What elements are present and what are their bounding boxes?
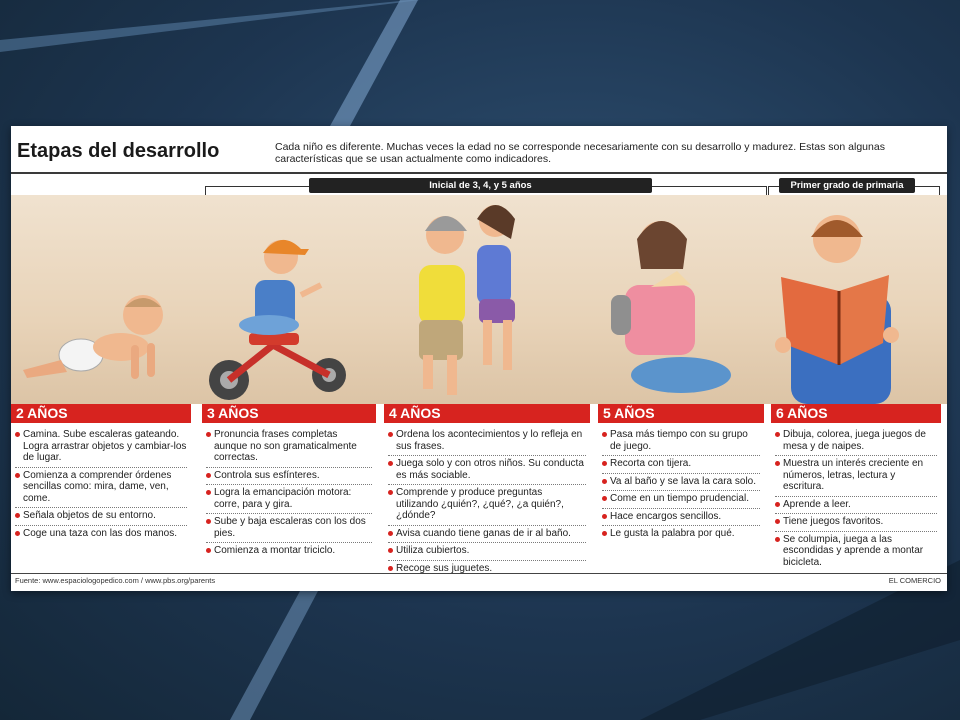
- characteristics-list: [771, 423, 941, 571]
- list-item: [602, 526, 760, 543]
- list-item: [388, 561, 586, 578]
- age-label: 5 AÑOS: [598, 404, 764, 423]
- bullet-icon: [15, 531, 20, 536]
- bullet-icon: [775, 502, 780, 507]
- item-text: Juega solo y con otros niños. Su conducta es más sociable.: [396, 458, 584, 481]
- bullet-icon: [602, 461, 607, 466]
- item-text: Coge una taza con las dos manos.: [23, 527, 177, 539]
- bullet-icon: [206, 519, 211, 524]
- page-title: Etapas del desarrollo: [17, 140, 220, 162]
- characteristics-list: [598, 423, 764, 543]
- stage-column-4: [384, 404, 590, 577]
- list-item: [775, 456, 937, 497]
- list-item: [775, 427, 937, 456]
- bullet-icon: [602, 496, 607, 501]
- item-text: Recoge sus juguetes.: [396, 562, 493, 574]
- list-item: [602, 427, 760, 456]
- bullet-icon: [388, 548, 393, 553]
- crawling-baby-image: [23, 295, 163, 379]
- characteristics-list: [202, 423, 376, 560]
- list-item: [388, 526, 586, 544]
- list-item: [388, 485, 586, 526]
- item-text: Se columpia, juega a las escondidas y aprende a montar bicicleta.: [783, 533, 924, 568]
- list-item: [15, 468, 187, 509]
- infographic-slide: [11, 126, 947, 591]
- list-item: [206, 543, 372, 560]
- running-children-image: [419, 205, 515, 395]
- intro-text: Cada niño es diferente. Muchas veces la edad no se corresponde necesariamente con su desarrollo y madurez. Estas son algunas características que se usan actualmente como indicadores.: [275, 141, 885, 165]
- list-item: [775, 514, 937, 532]
- bullet-icon: [15, 513, 20, 518]
- list-item: [15, 427, 187, 468]
- bullet-icon: [388, 461, 393, 466]
- characteristics-list: [11, 423, 191, 542]
- item-text: Comienza a montar triciclo.: [214, 545, 336, 556]
- item-text: Señala objetos de su entorno.: [23, 510, 156, 521]
- item-text: Aprende a leer.: [783, 498, 851, 510]
- item-text: Va al baño y se lava la cara solo.: [610, 475, 757, 487]
- publisher-credit: EL COMERCIO: [888, 576, 941, 585]
- stage-column-6: [771, 404, 941, 571]
- stage-column-3: [202, 404, 376, 560]
- list-item: [206, 468, 372, 486]
- item-text: Comienza a comprender órdenes sencillas como: mira, dame, ven, come.: [23, 469, 172, 504]
- item-text: Dibuja, colorea, juega juegos de mesa y de naipes.: [783, 429, 926, 452]
- list-item: [602, 456, 760, 474]
- list-item: [15, 508, 187, 526]
- item-text: Le gusta la palabra por qué.: [610, 528, 735, 539]
- tricycle-child-image: [209, 240, 346, 400]
- bullet-icon: [388, 432, 393, 437]
- item-text: Camina. Sube escaleras gateando. Logra arrastrar objetos y cambiar-los de lugar.: [23, 429, 187, 463]
- bullet-icon: [206, 432, 211, 437]
- bullet-icon: [775, 432, 780, 437]
- bullet-icon: [388, 490, 393, 495]
- item-text: Logra la emancipación motora: corre, para y gira.: [214, 487, 352, 510]
- age-label: 2 AÑOS: [11, 404, 191, 423]
- item-text: Pasa más tiempo con su grupo de juego.: [610, 429, 748, 452]
- list-item: [206, 485, 372, 514]
- item-text: Pronuncia frases completas aunque no son gramaticalmente correctas.: [214, 429, 357, 463]
- list-item: [602, 491, 760, 509]
- list-item: [602, 509, 760, 527]
- list-item: [206, 514, 372, 543]
- bullet-icon: [602, 479, 607, 484]
- bullet-icon: [602, 432, 607, 437]
- item-text: Tiene juegos favoritos.: [783, 516, 884, 527]
- item-text: Recorta con tijera.: [610, 458, 692, 469]
- bullet-icon: [775, 461, 780, 466]
- list-item: [388, 427, 586, 456]
- bullet-icon: [602, 514, 607, 519]
- bullet-icon: [15, 432, 20, 437]
- age-label: 6 AÑOS: [771, 404, 941, 423]
- list-item: [15, 526, 187, 543]
- item-text: Avisa cuando tiene ganas de ir al baño.: [396, 527, 571, 539]
- item-text: Controla sus esfínteres.: [214, 469, 320, 481]
- reading-boy-image: [775, 215, 899, 404]
- bullet-icon: [388, 531, 393, 536]
- item-text: Utiliza cubiertos.: [396, 545, 470, 556]
- bullet-icon: [775, 519, 780, 524]
- bullet-icon: [602, 531, 607, 536]
- characteristics-list: [384, 423, 590, 577]
- bullet-icon: [15, 473, 20, 478]
- list-item: [602, 474, 760, 492]
- bullet-icon: [206, 473, 211, 478]
- list-item: [388, 543, 586, 561]
- bullet-icon: [206, 490, 211, 495]
- primary-group-label: Primer grado de primaria: [779, 178, 915, 193]
- list-item: [388, 456, 586, 485]
- kneeling-girl-image: [611, 221, 731, 393]
- item-text: Muestra un interés creciente en números, letras, lectura y escritura.: [783, 458, 924, 492]
- age-label: 3 AÑOS: [202, 404, 376, 423]
- list-item: [775, 532, 937, 572]
- bullet-icon: [388, 566, 393, 571]
- age-label: 4 AÑOS: [384, 404, 590, 423]
- list-item: [775, 497, 937, 515]
- list-item: [206, 427, 372, 468]
- stage-column-2: [11, 404, 191, 542]
- initial-group-label: Inicial de 3, 4, y 5 años: [309, 178, 652, 193]
- item-text: Comprende y produce preguntas utilizando ¿quién?, ¿qué?, ¿a quién?, ¿dónde?: [396, 487, 564, 521]
- source-note: Fuente: www.espaciologopedico.com / www.pbs.org/parents: [15, 576, 216, 585]
- item-text: Come en un tiempo prudencial.: [610, 493, 749, 504]
- children-illustration: [11, 195, 947, 404]
- stage-column-5: [598, 404, 764, 543]
- footer-divider: [11, 573, 947, 574]
- item-text: Ordena los acontecimientos y lo refleja en sus frases.: [396, 429, 583, 452]
- item-text: Sube y baja escaleras con los dos pies.: [214, 516, 366, 539]
- header-divider: [11, 172, 947, 174]
- bullet-icon: [775, 537, 780, 542]
- item-text: Hace encargos sencillos.: [610, 510, 722, 522]
- bullet-icon: [206, 548, 211, 553]
